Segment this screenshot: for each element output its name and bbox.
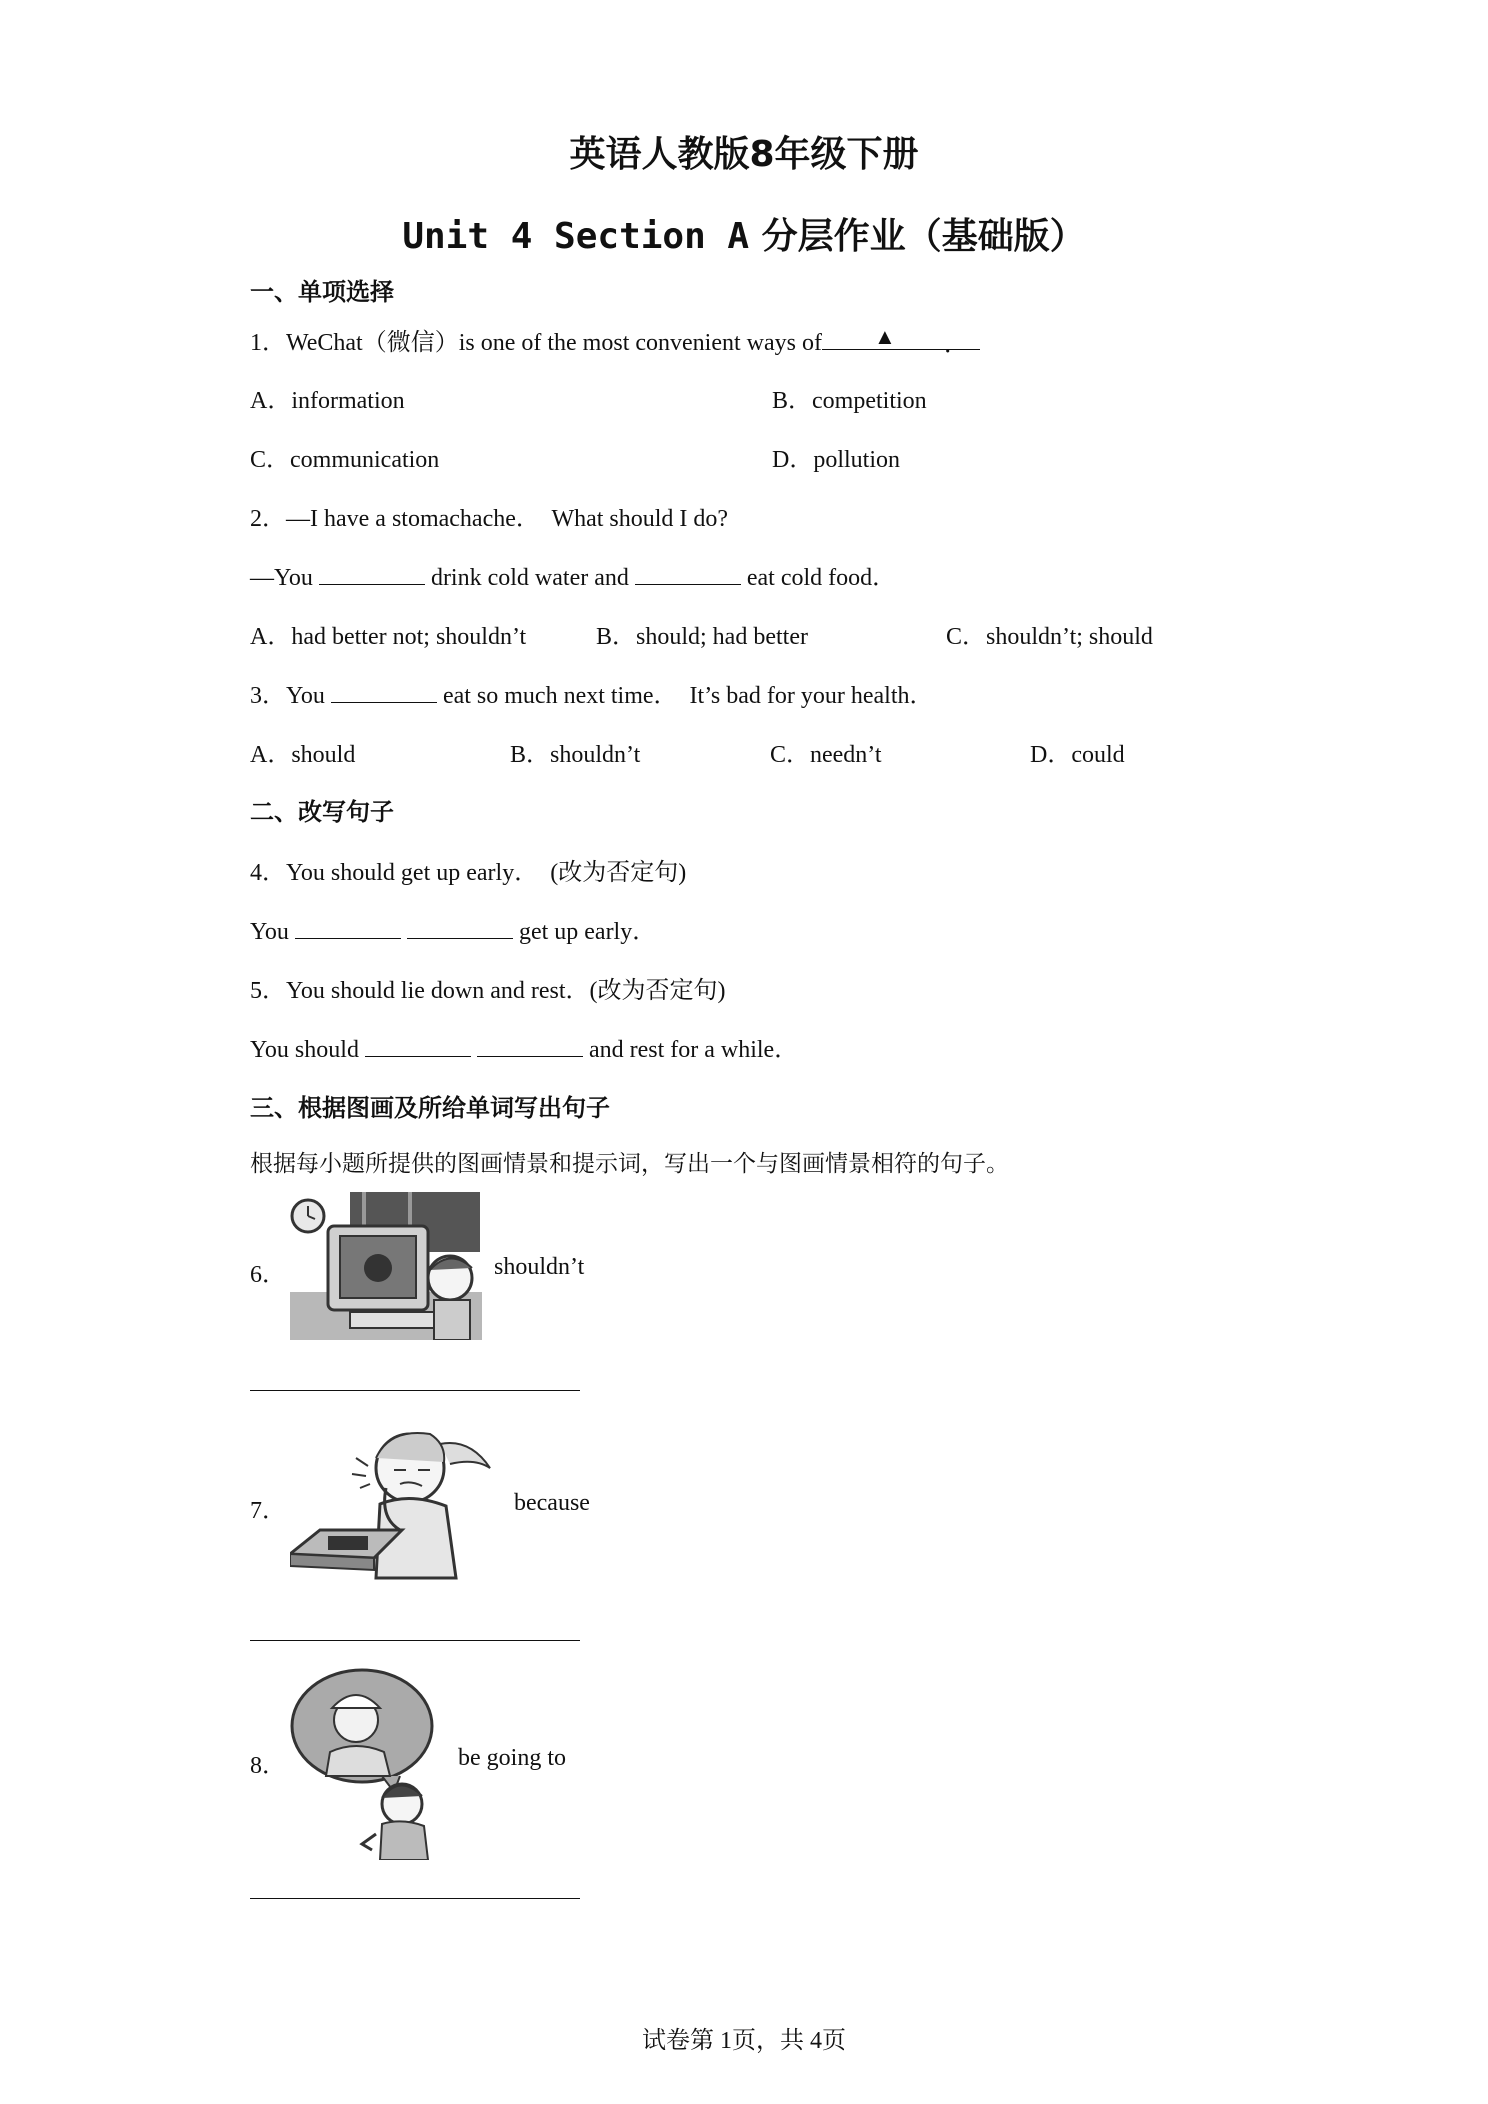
q3-text-b: eat so much next time． It’s bad for your health． xyxy=(436,683,934,709)
q3-option-b[interactable]: B．shouldn’t xyxy=(510,742,641,768)
q5-text-b: and rest for a while． xyxy=(582,1037,799,1063)
q4-blank-2[interactable] xyxy=(407,916,513,939)
question-5-stem: 5．You should lie down and rest．(改为否定句) xyxy=(250,978,726,1004)
q5-blank-1[interactable] xyxy=(365,1034,471,1057)
subtitle-unit: Unit 4 Section A xyxy=(402,216,750,257)
q3-blank[interactable] xyxy=(331,680,437,703)
q1-option-a[interactable]: A．information xyxy=(250,388,405,414)
question-4-answer xyxy=(250,911,656,946)
q4-text-b: get up early． xyxy=(512,919,657,945)
section-3-instructions: 根据每小题所提供的图画情景和提示词，写出一个与图画情景相符的句子。 xyxy=(250,1151,1009,1177)
q2-option-b[interactable]: B．should; had better xyxy=(596,624,808,650)
q1-option-d[interactable]: D．pollution xyxy=(772,447,901,473)
q5-blank-2[interactable] xyxy=(477,1034,583,1057)
q7-hint-word: because xyxy=(514,1490,590,1516)
question-2-line xyxy=(250,557,896,592)
section-heading-picture-writing: 三、根据图画及所给单词写出句子 xyxy=(250,1094,610,1122)
question-2-stem: 2．—I have a stomachache． What should I do? xyxy=(250,506,729,532)
q6-answer-line[interactable] xyxy=(250,1390,580,1391)
q1-option-b[interactable]: B．competition xyxy=(772,388,927,414)
question-3-stem xyxy=(250,675,933,710)
q8-answer-line[interactable] xyxy=(250,1898,580,1899)
q4-blank-1[interactable] xyxy=(295,916,401,939)
q8-picture-thought-bubble-doctor xyxy=(290,1664,440,1860)
q1-option-c[interactable]: C．communication xyxy=(250,447,440,473)
q2-option-a[interactable]: A．had better not; shouldn’t xyxy=(250,624,527,650)
question-1-stem xyxy=(250,322,980,357)
q1-answer-blank xyxy=(822,324,980,358)
question-5-answer xyxy=(250,1029,798,1064)
q7-number: 7． xyxy=(250,1498,286,1524)
q6-picture-boy-at-computer xyxy=(290,1192,482,1340)
q8-number: 8． xyxy=(250,1753,286,1779)
q2-text-a: —You xyxy=(250,565,319,591)
q2-option-c[interactable]: C．shouldn’t; should xyxy=(946,624,1153,650)
q8-hint-word: be going to xyxy=(458,1745,566,1771)
q2-blank-1[interactable] xyxy=(319,562,425,585)
page-title: 英语人教版8年级下册 xyxy=(569,134,919,175)
q2-text-b: drink cold water and xyxy=(424,565,635,591)
page-footer: 试卷第 1页，共 4页 xyxy=(642,2028,846,2054)
q5-text-a: You should xyxy=(250,1037,365,1063)
q1-text: 1．WeChat（微信）is one of the most convenient ways of xyxy=(250,330,822,356)
q2-text-c: eat cold food． xyxy=(740,565,897,591)
q2-blank-2[interactable] xyxy=(635,562,741,585)
section-heading-multiple-choice: 一、单项选择 xyxy=(250,278,394,306)
page-subtitle xyxy=(0,208,1488,259)
q4-text-a: You xyxy=(250,919,295,945)
q1-period: ． xyxy=(943,332,968,358)
q6-hint-word: shouldn’t xyxy=(494,1254,585,1280)
question-4-stem: 4．You should get up early． (改为否定句) xyxy=(250,860,687,886)
q3-option-d[interactable]: D．could xyxy=(1030,742,1125,768)
q3-text-a: 3．You xyxy=(250,683,331,709)
q3-option-c[interactable]: C．needn’t xyxy=(770,742,882,768)
subtitle-cn: 分层作业（基础版） xyxy=(749,216,1086,257)
section-heading-rewrite: 二、改写句子 xyxy=(250,798,394,826)
q6-number: 6． xyxy=(250,1262,286,1288)
q3-option-a[interactable]: A．should xyxy=(250,742,356,768)
q7-picture-tired-girl xyxy=(290,1418,502,1584)
q7-answer-line[interactable] xyxy=(250,1640,580,1641)
q1-marker: ▲ xyxy=(873,324,896,349)
